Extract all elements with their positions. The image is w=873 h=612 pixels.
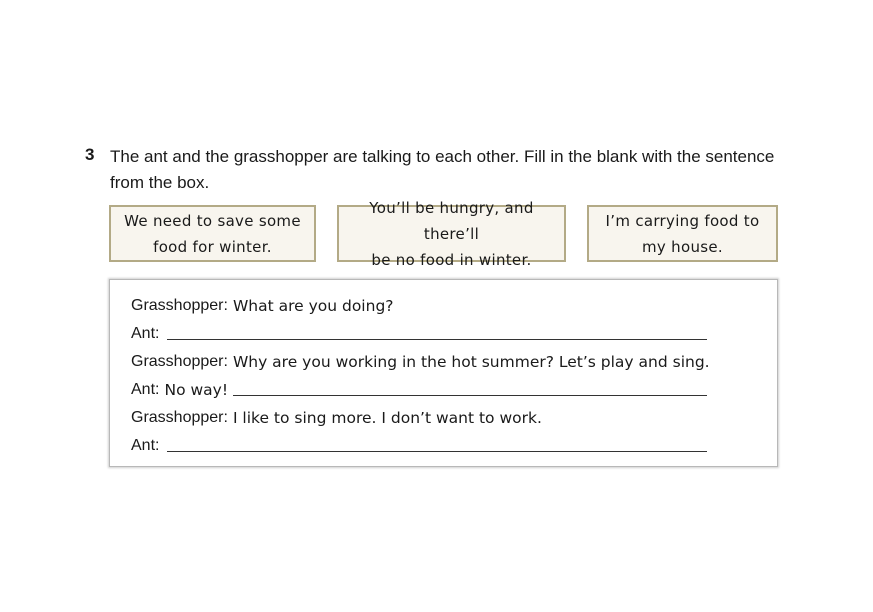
option-text: I’m carrying food to bbox=[605, 211, 760, 230]
question-instruction: The ant and the grasshopper are talking to each other. Fill in the blank with the sentence from the box. bbox=[110, 147, 775, 192]
option-text: We need to save some bbox=[124, 211, 301, 230]
answer-option-box bbox=[337, 198, 566, 269]
option-text: my house. bbox=[642, 237, 723, 256]
dialog-text: Why are you working in the hot summer? Let’s play and sing. bbox=[232, 353, 710, 371]
option-text: food for winter. bbox=[153, 237, 272, 256]
answer-option-box bbox=[109, 205, 316, 262]
answer-blank[interactable] bbox=[167, 339, 707, 340]
dialog-line bbox=[131, 319, 159, 343]
answer-option-box bbox=[587, 205, 778, 262]
question-number: 3 bbox=[85, 145, 95, 164]
option-text: You’ll be hungry, and there’ll bbox=[369, 198, 534, 243]
answer-blank[interactable] bbox=[233, 395, 707, 396]
dialog-speaker: Ant: bbox=[131, 381, 160, 398]
dialog-text: I like to sing more. I don’t want to work. bbox=[232, 409, 542, 427]
dialog-text: No way! bbox=[164, 381, 229, 399]
dialog-line bbox=[131, 291, 394, 315]
dialog-line bbox=[131, 403, 542, 427]
dialog-line bbox=[131, 375, 228, 399]
option-text: be no food in winter. bbox=[371, 250, 532, 269]
dialog-line bbox=[131, 347, 710, 371]
dialog-text: What are you doing? bbox=[232, 297, 394, 315]
dialog-speaker: Ant: bbox=[131, 325, 160, 342]
dialog-speaker: Grasshopper: bbox=[131, 353, 228, 370]
answer-blank[interactable] bbox=[167, 451, 707, 452]
dialog-speaker: Grasshopper: bbox=[131, 297, 228, 314]
dialog-speaker: Ant: bbox=[131, 437, 160, 454]
dialog-line bbox=[131, 431, 159, 455]
dialog-speaker: Grasshopper: bbox=[131, 409, 228, 426]
